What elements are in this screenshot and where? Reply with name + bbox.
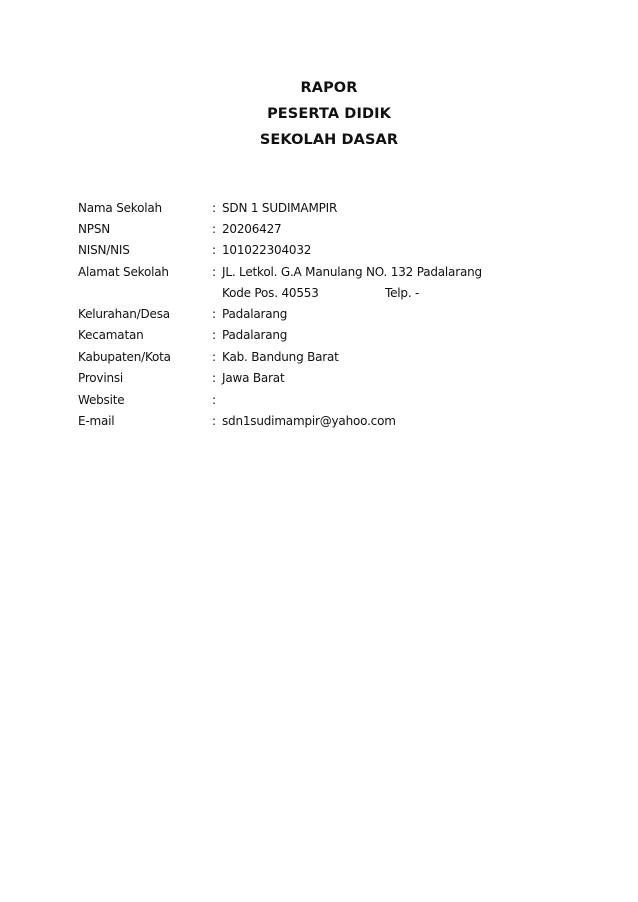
value-nisn: 101022304032 xyxy=(222,243,312,257)
label-kabupaten: Kabupaten/Kota xyxy=(78,350,171,364)
label-kelurahan: Kelurahan/Desa xyxy=(78,307,170,321)
value-npsn: 20206427 xyxy=(222,222,282,236)
label-nisn: NISN/NIS xyxy=(78,243,130,257)
colon: : xyxy=(212,265,217,279)
colon: : xyxy=(212,201,217,215)
label-alamat-sekolah: Alamat Sekolah xyxy=(78,265,169,279)
value-nama-sekolah: SDN 1 SUDIMAMPIR xyxy=(222,201,338,215)
label-kecamatan: Kecamatan xyxy=(78,328,144,342)
row-kecamatan xyxy=(0,325,638,345)
colon: : xyxy=(212,414,217,428)
label-npsn: NPSN xyxy=(78,222,111,236)
value-kecamatan: Padalarang xyxy=(222,328,288,342)
colon: : xyxy=(212,243,217,257)
title-rapor: RAPOR xyxy=(300,80,358,96)
value-email: sdn1sudimampir@yahoo.com xyxy=(222,414,396,428)
row-npsn xyxy=(0,219,638,239)
colon: : xyxy=(212,222,217,236)
row-kelurahan xyxy=(0,304,638,324)
label-nama-sekolah: Nama Sekolah xyxy=(78,201,162,215)
colon: : xyxy=(212,371,217,385)
row-nama-sekolah xyxy=(0,198,638,218)
row-kode-pos-telp xyxy=(0,283,638,303)
label-email: E-mail xyxy=(78,414,115,428)
label-website: Website xyxy=(78,393,125,407)
title-peserta-didik: PESERTA DIDIK xyxy=(267,106,391,122)
colon: : xyxy=(212,328,217,342)
row-provinsi xyxy=(0,368,638,388)
row-website xyxy=(0,390,638,410)
colon: : xyxy=(212,307,217,321)
label-provinsi: Provinsi xyxy=(78,371,124,385)
value-kelurahan: Padalarang xyxy=(222,307,288,321)
value-kabupaten: Kab. Bandung Barat xyxy=(222,350,339,364)
row-email xyxy=(0,411,638,431)
row-alamat-sekolah xyxy=(0,262,638,282)
row-nisn xyxy=(0,240,638,260)
row-kabupaten xyxy=(0,347,638,367)
colon: : xyxy=(212,350,217,364)
value-provinsi: Jawa Barat xyxy=(222,371,285,385)
value-alamat-sekolah: JL. Letkol. G.A Manulang NO. 132 Padalarang xyxy=(222,265,482,279)
colon: : xyxy=(212,393,217,407)
value-kode-pos: Kode Pos. 40553 xyxy=(222,286,319,300)
value-telp: Telp. - xyxy=(385,286,420,300)
title-sekolah-dasar: SEKOLAH DASAR xyxy=(259,132,399,148)
